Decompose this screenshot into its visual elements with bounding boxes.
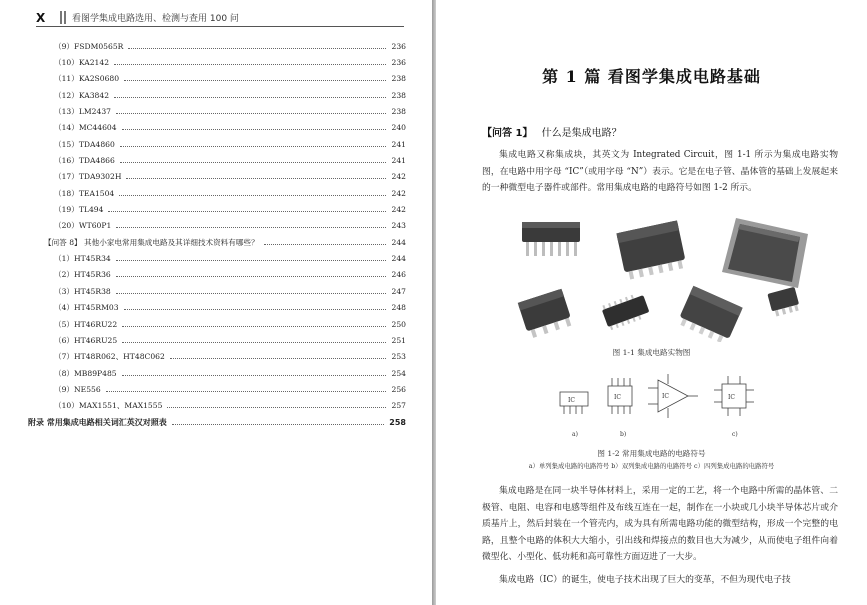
toc-entry-label: （5）HT46RU22 bbox=[54, 319, 120, 330]
question-heading bbox=[482, 124, 622, 139]
toc-entry-page: 242 bbox=[391, 205, 406, 215]
soic-chip-photo bbox=[616, 220, 687, 280]
toc-entry bbox=[28, 316, 406, 332]
sop-chip-photo bbox=[677, 286, 743, 342]
toc-leader-dots bbox=[128, 48, 386, 49]
toc-leader-dots bbox=[126, 178, 386, 179]
toc-entry bbox=[28, 152, 406, 168]
toc-entry bbox=[28, 283, 406, 299]
toc-entry-label: （20）WT60P1 bbox=[54, 220, 114, 231]
toc-entry-label: （14）MC44604 bbox=[54, 122, 120, 133]
toc-entry-page: 247 bbox=[391, 286, 406, 296]
toc-leader-dots bbox=[122, 129, 386, 130]
toc-leader-dots bbox=[170, 358, 386, 359]
running-title: 看图学集成电路选用、检测与查用 100 问 bbox=[72, 14, 239, 24]
toc-entry-page: 253 bbox=[391, 352, 406, 362]
body-paragraph-2: 集成电路是在同一块半导体材料上，采用一定的工艺，将一个电路中所需的晶体管、二极管、电阻、电容和电感等组件及布线互连在一起，制作在一小块或几小块半导体芯片或介质基片上，然后封装在一个管壳内，成为具有所需电路功能的微型结构，形成一个完整的电路，且整个电路的体积大大缩小，引出线和焊接点的数目也大为减少，从而使电子组件向着微型化、小型化、低功耗和高可靠性方面迈进了一大步。 bbox=[482, 486, 838, 562]
right-page bbox=[436, 0, 867, 605]
ic-label-amp: IC bbox=[662, 393, 669, 400]
toc-entry-page: 244 bbox=[391, 237, 406, 247]
ic-symbol-diagram bbox=[548, 374, 778, 440]
toc-leader-dots bbox=[264, 244, 386, 245]
toc-entry bbox=[28, 300, 406, 316]
amplifier-ic-symbol bbox=[648, 374, 698, 418]
toc-section-entry bbox=[28, 234, 406, 250]
toc-leader-dots bbox=[122, 375, 386, 376]
toc-leader-dots bbox=[116, 260, 386, 261]
page-number: X bbox=[36, 10, 46, 25]
toc-entry-label: （6）HT46RU25 bbox=[54, 335, 120, 346]
symbol-label-b: b) bbox=[620, 431, 627, 438]
toc-entry-label: （16）TDA4866 bbox=[54, 155, 118, 166]
so8-chip-photo bbox=[518, 289, 573, 339]
toc-leader-dots bbox=[114, 64, 386, 65]
toc-entry-label: （13）LM2437 bbox=[54, 106, 114, 117]
toc-entry-label: （10）MAX1551、MAX1555 bbox=[54, 400, 165, 411]
symbol-label-a: a) bbox=[572, 431, 578, 438]
toc-leader-dots bbox=[167, 407, 386, 408]
toc-entry-page: 240 bbox=[391, 123, 406, 133]
toc-entry bbox=[28, 54, 406, 70]
toc-entry-label: （11）KA2S0680 bbox=[54, 73, 122, 84]
toc-entry-page: 242 bbox=[391, 172, 406, 182]
running-header bbox=[36, 9, 404, 27]
small-so8-chip-photo bbox=[767, 287, 800, 317]
toc-entry-label: （4）HT45RM03 bbox=[54, 302, 122, 313]
toc-entry bbox=[28, 103, 406, 119]
toc-entry bbox=[28, 185, 406, 201]
dip-chip-photo bbox=[522, 222, 580, 256]
toc-entry bbox=[28, 218, 406, 234]
toc-entry bbox=[28, 349, 406, 365]
qfp-chip-photo bbox=[722, 218, 808, 288]
toc-leader-dots bbox=[116, 293, 386, 294]
toc-leader-dots bbox=[114, 97, 386, 98]
toc-leader-dots bbox=[124, 80, 386, 81]
ic-label-c: IC bbox=[728, 394, 735, 401]
toc-entry-page: 251 bbox=[391, 335, 406, 345]
body-paragraph-3: 集成电路（IC）的诞生，使电子技术出现了巨大的变革，不但为现代电子技 bbox=[499, 575, 791, 585]
toc-entry bbox=[28, 250, 406, 266]
toc-entry bbox=[28, 87, 406, 103]
toc-entry bbox=[28, 365, 406, 381]
quad-row-ic-symbol bbox=[714, 376, 754, 416]
toc-entry bbox=[28, 332, 406, 348]
figure-1-1-caption: 图 1-1 集成电路实物图 bbox=[612, 348, 691, 357]
toc-entry-page: 236 bbox=[391, 41, 406, 51]
toc-leader-dots bbox=[120, 162, 386, 163]
toc-entry-label: （15）TDA4860 bbox=[54, 139, 118, 150]
toc-leader-dots bbox=[122, 342, 386, 343]
toc-entry-page: 236 bbox=[391, 58, 406, 68]
toc-entry bbox=[28, 267, 406, 283]
toc-entry-page: 250 bbox=[391, 319, 406, 329]
toc-leader-dots bbox=[119, 195, 386, 196]
toc-entry-label: （8）MB89P485 bbox=[54, 368, 120, 379]
toc-leader-dots bbox=[172, 424, 385, 425]
left-page bbox=[0, 0, 432, 605]
toc-leader-dots bbox=[122, 326, 386, 327]
toc-entry-page: 256 bbox=[391, 384, 406, 394]
toc-entry-label: （2）HT45R36 bbox=[54, 269, 114, 280]
toc-entry-label: （10）KA2142 bbox=[54, 57, 112, 68]
toc-entry bbox=[28, 201, 406, 217]
toc-entry-label: （17）TDA9302H bbox=[54, 171, 124, 182]
toc-entry bbox=[28, 38, 406, 54]
toc-leader-dots bbox=[124, 309, 386, 310]
ssop-chip-photo bbox=[601, 291, 651, 330]
toc-entry-label: （9）FSDM0565R bbox=[54, 41, 126, 52]
toc-entry-label: （3）HT45R38 bbox=[54, 286, 114, 297]
toc-entry-label: （1）HT45R34 bbox=[54, 253, 114, 264]
toc-entry-page: 257 bbox=[391, 401, 406, 411]
dual-row-ic-symbol bbox=[608, 378, 632, 414]
toc-entry-label: 【问答 8】 其他小家电常用集成电路及其详细技术资料有哪些？ bbox=[44, 237, 262, 248]
ic-photo-figure bbox=[508, 212, 820, 342]
toc-entry bbox=[28, 398, 406, 414]
toc-entry-page: 258 bbox=[389, 417, 406, 427]
toc-entry-page: 243 bbox=[391, 221, 406, 231]
toc-entry bbox=[28, 71, 406, 87]
header-ornament bbox=[60, 11, 66, 24]
ic-label-a: IC bbox=[568, 397, 575, 404]
toc-entry-page: 254 bbox=[391, 368, 406, 378]
toc-entry-label: （7）HT48R062、HT48C062 bbox=[54, 351, 168, 362]
toc-leader-dots bbox=[116, 276, 386, 277]
toc-entry-label: 附录 常用集成电路相关词汇英汉对照表 bbox=[28, 417, 170, 428]
toc-entry-label: （19）TL494 bbox=[54, 204, 106, 215]
toc-leader-dots bbox=[116, 113, 386, 114]
chapter-title: 第 1 篇 看图学集成电路基础 bbox=[542, 67, 761, 86]
toc-entry bbox=[28, 169, 406, 185]
table-of-contents bbox=[28, 38, 406, 430]
toc-entry-page: 242 bbox=[391, 188, 406, 198]
toc-entry-label: （18）TEA1504 bbox=[54, 188, 117, 199]
toc-leader-dots bbox=[108, 211, 386, 212]
toc-appendix-entry bbox=[28, 414, 406, 430]
question-text: 什么是集成电路？ bbox=[541, 128, 622, 139]
intro-paragraph: 集成电路又称集成块，其英文为 Integrated Circuit，图 1-1 所示为集成电路实物图，在电路中用字母 “IC”（或用字母 “N”）表示。它是在电子管、晶体管的基础上发展起来的一种微型电子器件或部件。常用集成电路的电路符号如图 1-2 所示。 bbox=[482, 150, 838, 193]
question-tag: 【问答 1】 bbox=[482, 128, 533, 139]
ic-label-b: IC bbox=[614, 394, 621, 401]
toc-entry-page: 238 bbox=[391, 90, 406, 100]
toc-leader-dots bbox=[120, 146, 386, 147]
toc-entry bbox=[28, 136, 406, 152]
figure-1-2-caption: 图 1-2 常用集成电路的电路符号 bbox=[597, 449, 706, 458]
toc-leader-dots bbox=[106, 391, 386, 392]
symbol-label-c: c) bbox=[732, 431, 738, 438]
toc-entry-page: 241 bbox=[391, 156, 406, 166]
figure-1-2-subcaption: a）单列集成电路的电路符号 b）双列集成电路的电路符号 c）四列集成电路的电路符号 bbox=[528, 462, 775, 470]
toc-entry-page: 241 bbox=[391, 139, 406, 149]
toc-leader-dots bbox=[116, 227, 386, 228]
toc-entry-page: 246 bbox=[391, 270, 406, 280]
toc-entry bbox=[28, 381, 406, 397]
toc-entry-page: 244 bbox=[391, 254, 406, 264]
toc-entry bbox=[28, 120, 406, 136]
toc-entry-page: 238 bbox=[391, 74, 406, 84]
toc-entry-page: 248 bbox=[391, 303, 406, 313]
toc-entry-page: 238 bbox=[391, 107, 406, 117]
toc-entry-label: （9）NE556 bbox=[54, 384, 104, 395]
single-row-ic-symbol bbox=[560, 392, 588, 414]
toc-entry-label: （12）KA3842 bbox=[54, 90, 112, 101]
